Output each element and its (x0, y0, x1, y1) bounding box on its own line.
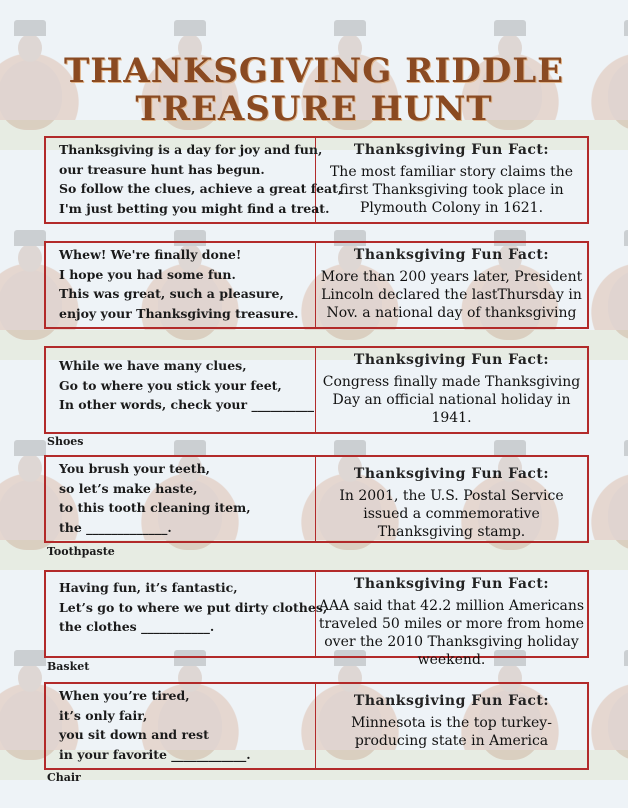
turkey-pattern-icon (590, 230, 628, 350)
fun-fact-text: Minnesota is the top turkey-producing state in America (351, 715, 552, 749)
fun-fact (316, 684, 587, 768)
fun-fact (316, 243, 587, 327)
turkey-pattern-icon (590, 650, 628, 770)
riddle-text: You brush your teeth, so let’s make haste, to this tooth cleaning item, the _____________. (46, 457, 316, 541)
fun-fact-text: More than 200 years later, President Lincoln declared the lastThursday in Nov. a national day of thanksgiving (320, 269, 583, 321)
riddle-text: While we have many clues, Go to where you stick your feet, In other words, check your __________ (46, 348, 316, 432)
fun-fact-text: Congress finally made Thanksgiving Day an official national holiday in 1941. (322, 374, 581, 426)
fun-fact-heading: Thanksgiving Fun Fact: (353, 352, 550, 368)
fun-fact-text: The most familiar story claims the first Thanksgiving took place in Plymouth Colony in 1621. (329, 164, 574, 216)
fun-fact-heading: Thanksgiving Fun Fact: (353, 247, 550, 263)
fun-fact-heading: Thanksgiving Fun Fact: (353, 466, 550, 482)
fun-fact (316, 138, 587, 222)
page-title-line1: THANKSGIVING RIDDLE (63, 51, 565, 91)
fun-fact-heading: Thanksgiving Fun Fact: (353, 142, 550, 158)
answer-label: Toothpaste (47, 545, 115, 558)
riddle-text: Whew! We're finally done! I hope you had some fun. This was great, such a pleasure, enjoy your Thanksgiving treasure. (46, 243, 316, 327)
fun-fact-heading: Thanksgiving Fun Fact: (353, 693, 550, 709)
riddle-row (44, 136, 589, 224)
riddle-text: Having fun, it’s fantastic, Let’s go to where we put dirty clothes, the clothes ___________. (46, 572, 316, 656)
riddle-text: When you’re tired, it’s only fair, you sit down and rest in your favorite ____________. (46, 684, 316, 768)
riddle-row (44, 682, 589, 770)
riddle-row (44, 346, 589, 434)
fun-fact (316, 348, 587, 432)
riddle-text: Thanksgiving is a day for joy and fun, our treasure hunt has begun. So follow the clues, achieve a great feat, I'm just betting you might find a treat. (46, 138, 316, 222)
page-title-line2: TREASURE HUNT (135, 89, 493, 129)
turkey-pattern-icon (590, 440, 628, 560)
fun-fact (316, 457, 587, 541)
answer-label: Chair (47, 771, 81, 784)
answer-label: Shoes (47, 435, 84, 448)
answer-label: Basket (47, 660, 90, 673)
fun-fact-heading: Thanksgiving Fun Fact: (353, 576, 550, 592)
fun-fact (316, 572, 587, 668)
fun-fact-text: AAA said that 42.2 million Americans traveled 50 miles or more from home over the 2010 Thanksgiving holiday weekend. (318, 598, 585, 668)
fun-fact-text: In 2001, the U.S. Postal Service issued a commemorative Thanksgiving stamp. (339, 488, 564, 540)
riddle-row (44, 241, 589, 329)
riddle-row (44, 455, 589, 543)
